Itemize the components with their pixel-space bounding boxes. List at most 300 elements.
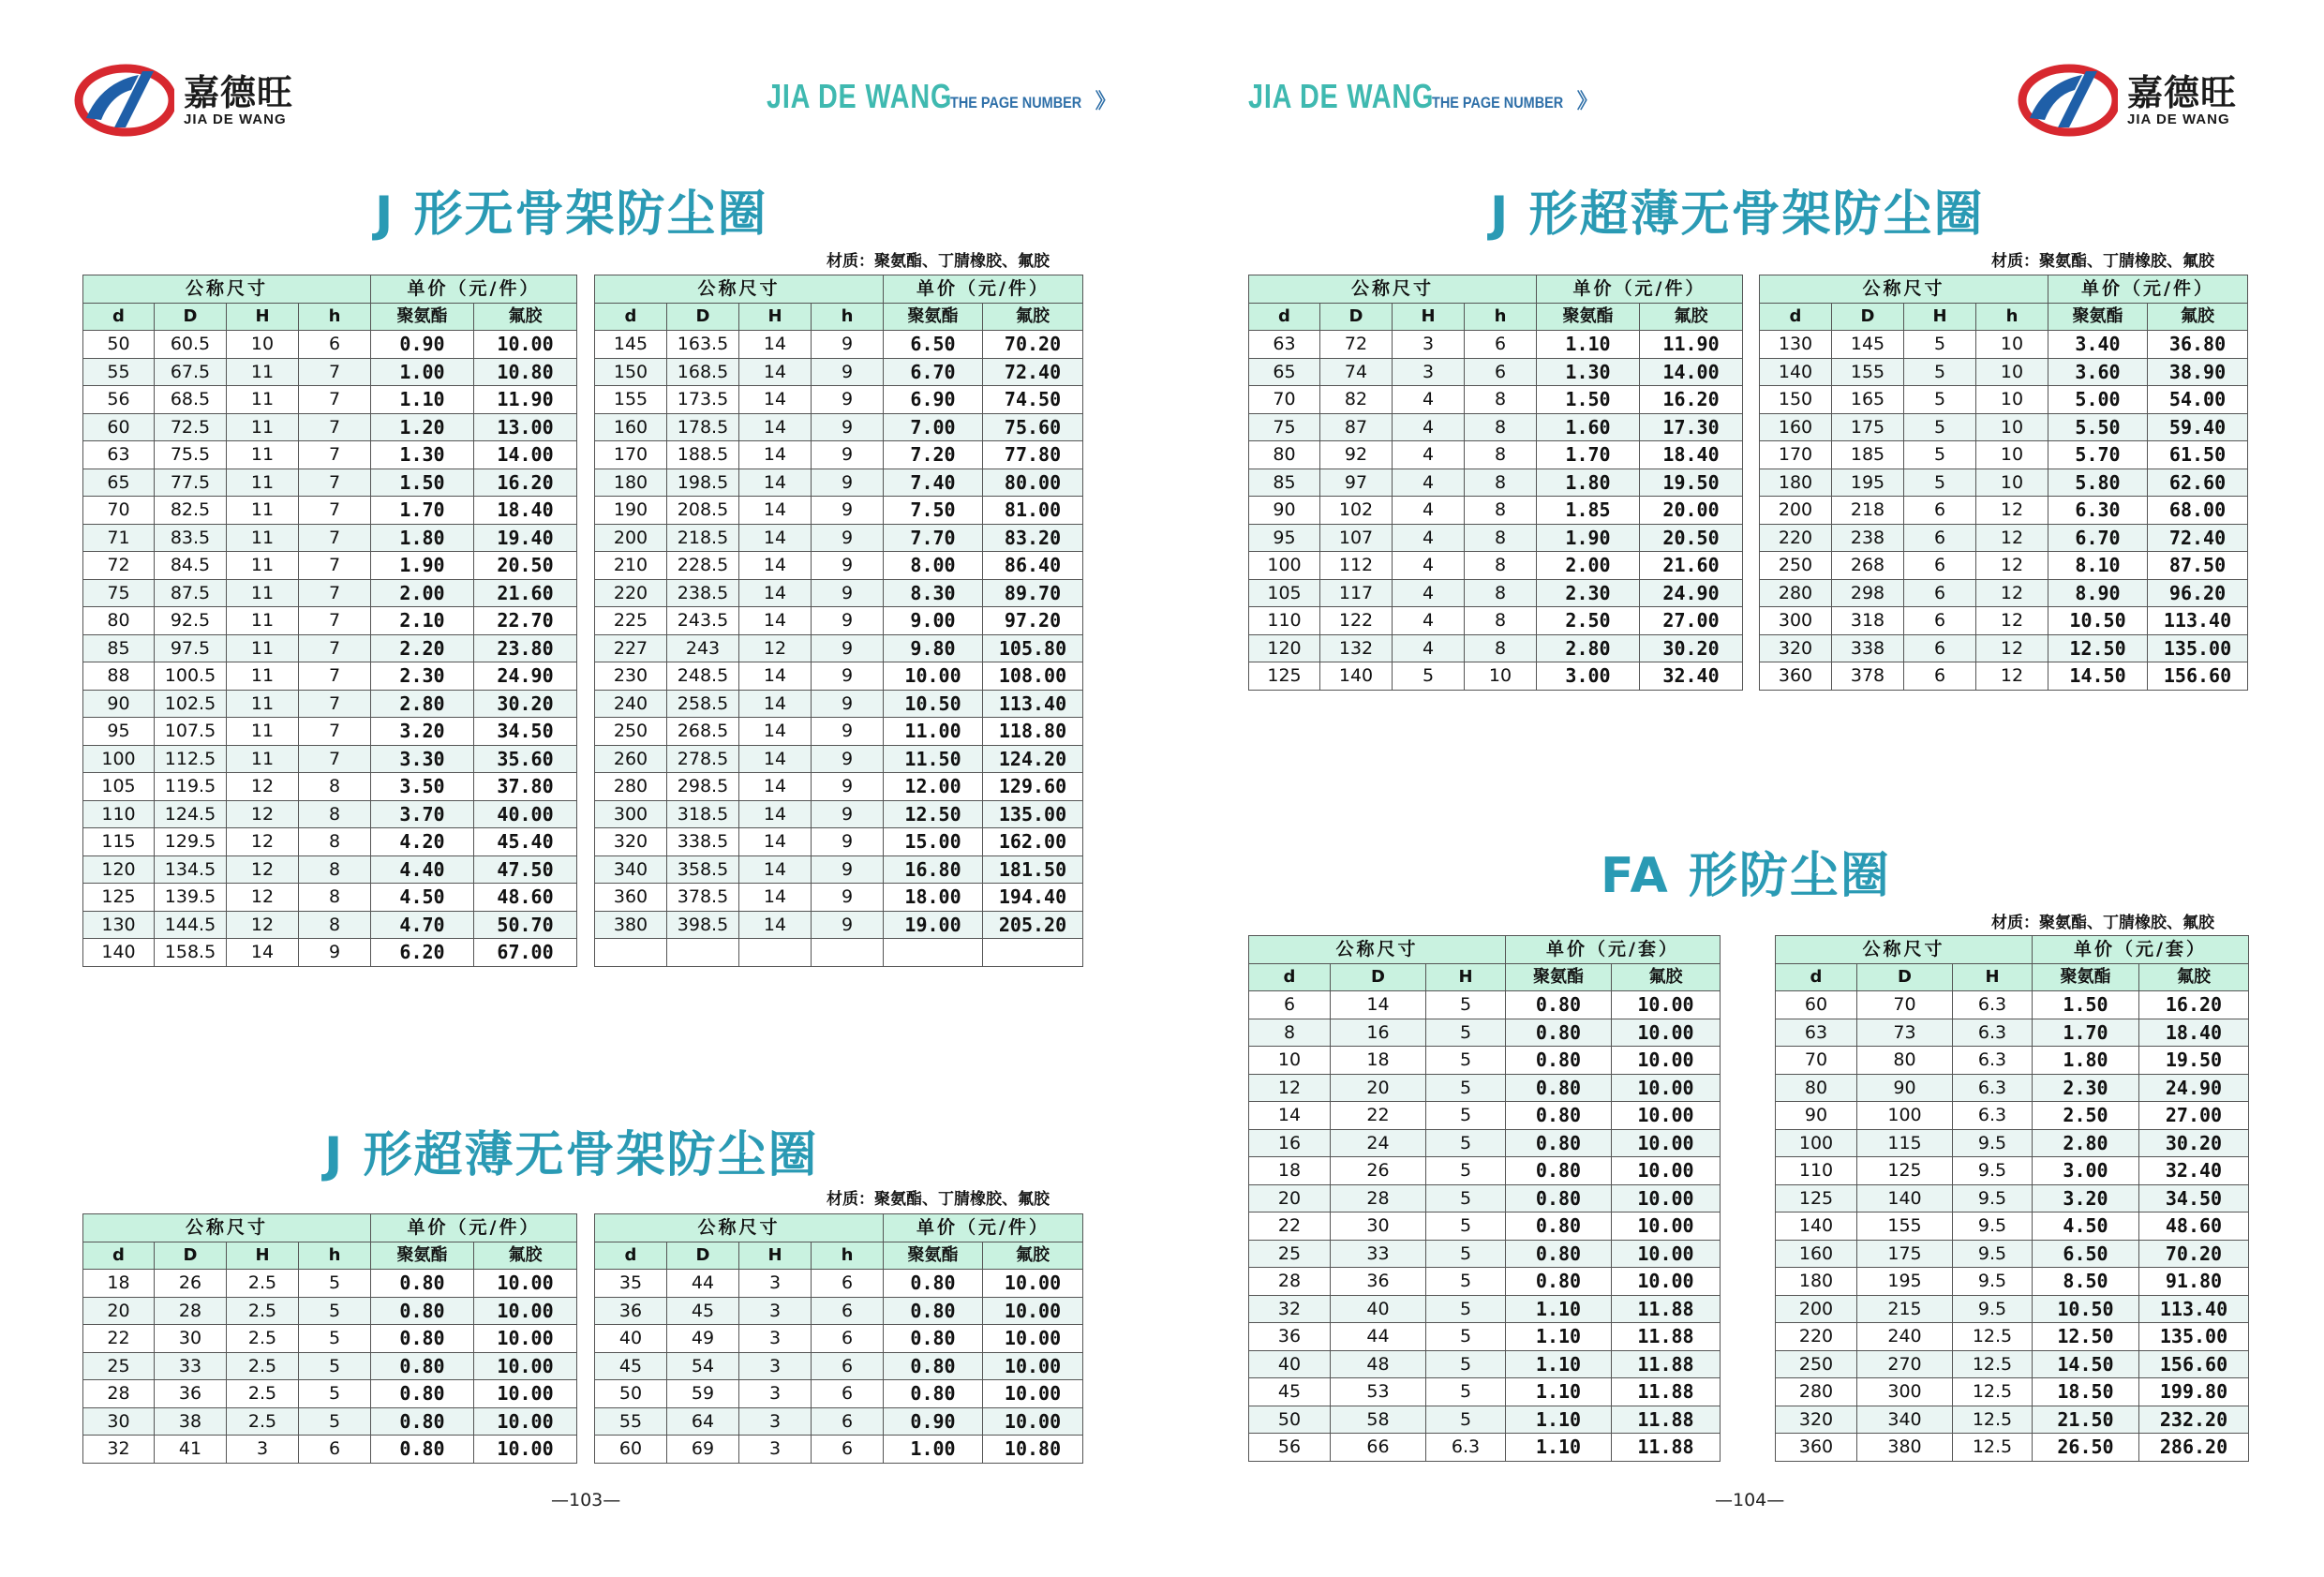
price-cell: 1.80	[1537, 469, 1640, 497]
table-row	[1249, 413, 1743, 441]
table-row	[1249, 1434, 1721, 1462]
size-cell: 140	[1857, 1184, 1953, 1213]
size-cell: 11	[227, 718, 299, 746]
header-col-d: D	[155, 303, 227, 331]
table-row	[595, 1270, 1083, 1298]
size-cell: 320	[595, 828, 667, 856]
size-cell: 268	[1832, 552, 1904, 580]
size-cell: 68.5	[155, 386, 227, 414]
price-cell: 14.50	[2048, 662, 2148, 691]
brand-sub-right: THE PAGE NUMBER	[1431, 94, 1563, 112]
size-cell: 44	[1331, 1323, 1426, 1351]
table-row	[1776, 1406, 2249, 1434]
size-cell: 18	[1331, 1047, 1426, 1075]
size-cell: 14	[739, 884, 812, 912]
price-cell: 9.00	[884, 607, 983, 635]
price-cell: 48.60	[2139, 1213, 2249, 1241]
header-col-d: D	[667, 303, 739, 331]
price-cell: 0.80	[1506, 1240, 1612, 1268]
price-cell: 10.00	[1612, 1157, 1721, 1185]
size-cell: 60.5	[155, 331, 227, 359]
size-cell: 280	[1776, 1378, 1857, 1406]
table-row	[1249, 1019, 1721, 1047]
table-row	[1249, 579, 1743, 607]
size-cell: 12	[1976, 634, 2048, 662]
price-cell: 61.50	[2148, 441, 2248, 469]
size-cell: 9	[299, 939, 371, 967]
price-cell: 6.70	[884, 358, 983, 386]
price-cell: 1.10	[1537, 331, 1640, 359]
jdw-logo-icon	[2017, 62, 2118, 139]
size-cell: 30	[155, 1325, 227, 1353]
size-cell: 12	[1976, 579, 2048, 607]
price-cell: 2.30	[371, 662, 474, 691]
table-row	[1249, 386, 1743, 414]
size-cell: 2.5	[227, 1270, 299, 1298]
size-cell: 180	[1776, 1268, 1857, 1296]
size-cell: 268.5	[667, 718, 739, 746]
price-cell: 0.80	[1506, 1129, 1612, 1157]
price-cell: 12.50	[2048, 634, 2148, 662]
size-cell: 129.5	[155, 828, 227, 856]
price-cell: 10.00	[474, 1436, 577, 1464]
size-cell: 7	[299, 718, 371, 746]
size-cell: 165	[1832, 386, 1904, 414]
size-cell: 102.5	[155, 690, 227, 718]
size-cell: 10	[1976, 331, 2048, 359]
size-cell: 378	[1832, 662, 1904, 691]
price-cell: 40.00	[474, 800, 577, 828]
price-cell: 0.80	[1506, 1019, 1612, 1047]
size-cell: 5	[1426, 1378, 1506, 1406]
size-cell: 4	[1393, 497, 1465, 525]
size-cell: 11	[227, 634, 299, 662]
brand-main-left: JIA DE WANG	[767, 77, 953, 115]
price-cell: 10.00	[983, 1297, 1083, 1325]
size-cell: 107.5	[155, 718, 227, 746]
size-cell: 6	[812, 1297, 884, 1325]
price-cell: 80.00	[983, 469, 1083, 497]
logo-cn-text: 嘉德旺	[2127, 71, 2238, 113]
size-cell: 14	[739, 579, 812, 607]
price-cell: 113.40	[2148, 607, 2248, 635]
size-cell: 77.5	[155, 469, 227, 497]
size-cell: 14	[739, 773, 812, 801]
price-cell: 0.80	[1506, 1268, 1612, 1296]
size-cell: 5	[1904, 386, 1976, 414]
size-cell: 97.5	[155, 634, 227, 662]
header-col-h: h	[812, 303, 884, 331]
size-cell: 9.5	[1953, 1240, 2033, 1268]
table-row	[595, 1407, 1083, 1436]
size-cell: 8	[1465, 469, 1537, 497]
size-cell: 240	[1857, 1323, 1953, 1351]
table-j-thin-right-part1	[1248, 275, 1743, 691]
size-cell: 14	[739, 828, 812, 856]
size-cell: 73	[1857, 1019, 1953, 1047]
header-col-h: H	[1904, 303, 1976, 331]
size-cell: 5	[1426, 1047, 1506, 1075]
size-cell: 110	[1249, 607, 1320, 635]
price-cell: 35.60	[474, 745, 577, 773]
price-cell: 1.80	[2033, 1047, 2139, 1075]
size-cell: 74	[1320, 358, 1393, 386]
size-cell: 9	[812, 773, 884, 801]
size-cell: 2.5	[227, 1407, 299, 1436]
price-cell: 27.00	[1640, 607, 1743, 635]
price-cell: 10.00	[474, 1297, 577, 1325]
size-cell: 102	[1320, 497, 1393, 525]
price-cell: 1.70	[1537, 441, 1640, 469]
table-row	[83, 413, 577, 441]
size-cell: 195	[1857, 1268, 1953, 1296]
price-cell: 11.88	[1612, 1434, 1721, 1462]
table-row	[83, 662, 577, 691]
size-cell: 12.5	[1953, 1323, 2033, 1351]
table-row	[83, 524, 577, 552]
size-cell: 5	[299, 1380, 371, 1408]
table-row	[1776, 1184, 2249, 1213]
size-cell: 178.5	[667, 413, 739, 441]
size-cell: 155	[1857, 1213, 1953, 1241]
size-cell: 243	[667, 634, 739, 662]
size-cell: 6	[1904, 634, 1976, 662]
size-cell: 64	[667, 1407, 739, 1436]
price-cell	[983, 939, 1083, 967]
price-cell: 232.20	[2139, 1406, 2249, 1434]
header-unit-price: 单价（元/套）	[2033, 936, 2249, 964]
size-cell: 18	[1249, 1157, 1331, 1185]
size-cell: 4	[1393, 524, 1465, 552]
size-cell: 75	[1249, 413, 1320, 441]
size-cell: 11	[227, 690, 299, 718]
size-cell: 71	[83, 524, 155, 552]
brand-arrow-right: 》	[1576, 89, 1598, 112]
table-row	[1760, 579, 2248, 607]
price-cell	[884, 939, 983, 967]
price-cell: 10.00	[1612, 1268, 1721, 1296]
size-cell: 12.5	[1953, 1406, 2033, 1434]
size-cell: 6	[299, 331, 371, 359]
size-cell: 5	[1426, 1074, 1506, 1102]
size-cell: 12	[1976, 662, 2048, 691]
size-cell: 9.5	[1953, 1295, 2033, 1323]
size-cell: 140	[1760, 358, 1832, 386]
size-cell: 16	[1331, 1019, 1426, 1047]
table-row	[83, 469, 577, 497]
size-cell: 9	[812, 884, 884, 912]
size-cell: 9	[812, 469, 884, 497]
header-col-h: h	[1465, 303, 1537, 331]
size-cell: 28	[83, 1380, 155, 1408]
size-cell: 7	[299, 579, 371, 607]
price-cell: 3.70	[371, 800, 474, 828]
header-nominal-size: 公称尺寸	[83, 1214, 371, 1242]
price-cell: 0.80	[884, 1380, 983, 1408]
table-row	[1249, 634, 1743, 662]
size-cell: 70	[1776, 1047, 1857, 1075]
size-cell: 278.5	[667, 745, 739, 773]
size-cell: 7	[299, 662, 371, 691]
size-cell: 6	[812, 1270, 884, 1298]
size-cell: 124.5	[155, 800, 227, 828]
size-cell: 173.5	[667, 386, 739, 414]
price-cell: 12.50	[2033, 1323, 2139, 1351]
size-cell: 10	[1249, 1047, 1331, 1075]
size-cell: 32	[83, 1436, 155, 1464]
header-col-d: D	[667, 1242, 739, 1270]
price-cell: 1.00	[371, 358, 474, 386]
size-cell: 85	[83, 634, 155, 662]
size-cell: 9	[812, 911, 884, 939]
size-cell: 63	[1776, 1019, 1857, 1047]
size-cell: 145	[595, 331, 667, 359]
header-col-h: h	[299, 1242, 371, 1270]
table-row	[1776, 1350, 2249, 1378]
size-cell: 4	[1393, 552, 1465, 580]
size-cell: 45	[595, 1352, 667, 1380]
header-polyurethane: 聚氨酯	[371, 303, 474, 331]
size-cell: 60	[1776, 991, 1857, 1019]
table-row	[595, 911, 1083, 939]
header-unit-price: 单价（元/件）	[884, 275, 1083, 304]
table-row	[83, 1270, 577, 1298]
size-cell: 2.5	[227, 1325, 299, 1353]
size-cell: 72	[83, 552, 155, 580]
price-cell: 10.50	[884, 690, 983, 718]
section-title-j-thin-left: J 形超薄无骨架防尘圈	[324, 1127, 819, 1183]
price-cell: 0.80	[1506, 1102, 1612, 1130]
table-row	[1760, 552, 2248, 580]
header-col-d: D	[1857, 963, 1953, 991]
table-row	[595, 884, 1083, 912]
price-cell: 2.10	[371, 607, 474, 635]
size-cell: 200	[595, 524, 667, 552]
table-row	[1249, 662, 1743, 691]
header-col-h: H	[227, 1242, 299, 1270]
size-cell: 14	[739, 690, 812, 718]
header-polyurethane: 聚氨酯	[884, 1242, 983, 1270]
price-cell: 13.00	[474, 413, 577, 441]
size-cell: 107	[1320, 524, 1393, 552]
size-cell: 250	[1776, 1350, 1857, 1378]
section-title-j-type: J 形无骨架防尘圈	[375, 186, 768, 243]
size-cell: 6.3	[1953, 1019, 2033, 1047]
table-row	[595, 634, 1083, 662]
size-cell: 12	[1249, 1074, 1331, 1102]
size-cell: 8	[1465, 634, 1537, 662]
size-cell: 260	[595, 745, 667, 773]
price-cell: 1.90	[1537, 524, 1640, 552]
price-cell: 7.20	[884, 441, 983, 469]
size-cell: 14	[739, 524, 812, 552]
size-cell: 6	[812, 1325, 884, 1353]
price-cell: 11.88	[1612, 1406, 1721, 1434]
table-row	[83, 441, 577, 469]
size-cell: 6.3	[1953, 1102, 2033, 1130]
price-cell: 11.88	[1612, 1350, 1721, 1378]
size-cell: 227	[595, 634, 667, 662]
price-cell: 10.00	[1612, 1213, 1721, 1241]
size-cell	[667, 939, 739, 967]
price-cell: 1.10	[1506, 1378, 1612, 1406]
table-row	[595, 745, 1083, 773]
price-cell: 72.40	[2148, 524, 2248, 552]
size-cell: 9	[812, 524, 884, 552]
header-nominal-size: 公称尺寸	[1249, 275, 1537, 304]
size-cell: 12	[227, 855, 299, 884]
price-cell: 10.00	[1612, 1047, 1721, 1075]
brand-sub-left: THE PAGE NUMBER	[949, 94, 1081, 112]
size-cell: 190	[595, 497, 667, 525]
price-cell: 10.00	[983, 1352, 1083, 1380]
price-cell: 10.00	[983, 1270, 1083, 1298]
size-cell: 11	[227, 441, 299, 469]
table-j-thin-right-part2	[1759, 275, 2248, 691]
price-cell: 7.40	[884, 469, 983, 497]
table-row	[1249, 1323, 1721, 1351]
size-cell: 9	[812, 413, 884, 441]
price-cell: 14.00	[1640, 358, 1743, 386]
header-col-d: d	[595, 303, 667, 331]
table-row	[1760, 441, 2248, 469]
price-cell: 4.40	[371, 855, 474, 884]
size-cell: 10	[1976, 386, 2048, 414]
table-row	[595, 552, 1083, 580]
size-cell: 11	[227, 662, 299, 691]
price-cell: 1.10	[1506, 1323, 1612, 1351]
size-cell: 3	[1393, 358, 1465, 386]
size-cell: 33	[155, 1352, 227, 1380]
price-cell: 1.50	[371, 469, 474, 497]
price-cell: 18.00	[884, 884, 983, 912]
size-cell: 5	[1426, 1213, 1506, 1241]
price-cell: 4.50	[2033, 1213, 2139, 1241]
header-fluororubber: 氟胶	[2148, 303, 2248, 331]
table-row	[1249, 1240, 1721, 1268]
size-cell: 5	[299, 1270, 371, 1298]
size-cell: 4	[1393, 607, 1465, 635]
price-cell: 2.80	[371, 690, 474, 718]
size-cell: 55	[83, 358, 155, 386]
price-cell: 34.50	[474, 718, 577, 746]
size-cell: 7	[299, 607, 371, 635]
table-row	[1760, 469, 2248, 497]
price-cell: 19.00	[884, 911, 983, 939]
size-cell: 125	[1857, 1157, 1953, 1185]
size-cell: 6	[1465, 358, 1537, 386]
price-cell: 0.80	[884, 1352, 983, 1380]
size-cell: 6	[1249, 991, 1331, 1019]
price-cell: 10.00	[1612, 1019, 1721, 1047]
size-cell: 5	[299, 1325, 371, 1353]
price-cell: 10.00	[1612, 991, 1721, 1019]
table-row	[1249, 469, 1743, 497]
table-row	[83, 690, 577, 718]
table-row	[595, 579, 1083, 607]
size-cell: 378.5	[667, 884, 739, 912]
size-cell: 9	[812, 690, 884, 718]
table-row	[83, 331, 577, 359]
price-cell: 30.20	[1640, 634, 1743, 662]
price-cell: 21.60	[1640, 552, 1743, 580]
size-cell: 163.5	[667, 331, 739, 359]
size-cell: 88	[83, 662, 155, 691]
price-cell: 68.00	[2148, 497, 2248, 525]
size-cell: 84.5	[155, 552, 227, 580]
price-cell: 16.20	[474, 469, 577, 497]
size-cell: 8	[1249, 1019, 1331, 1047]
size-cell: 6	[812, 1352, 884, 1380]
table-row	[595, 469, 1083, 497]
price-cell: 2.30	[1537, 579, 1640, 607]
size-cell: 12	[227, 800, 299, 828]
size-cell: 9.5	[1953, 1129, 2033, 1157]
size-cell: 20	[1249, 1184, 1331, 1213]
size-cell: 298	[1832, 579, 1904, 607]
size-cell: 250	[595, 718, 667, 746]
size-cell: 9	[812, 497, 884, 525]
size-cell: 3	[739, 1297, 812, 1325]
table-row	[1249, 358, 1743, 386]
table-j-thin-part1	[82, 1213, 577, 1464]
price-cell: 10.00	[1612, 1184, 1721, 1213]
size-cell: 7	[299, 441, 371, 469]
price-cell: 5.80	[2048, 469, 2148, 497]
size-cell: 100.5	[155, 662, 227, 691]
table-row	[1776, 1129, 2249, 1157]
table-row	[595, 607, 1083, 635]
table-row	[595, 358, 1083, 386]
price-cell: 72.40	[983, 358, 1083, 386]
table-row	[1776, 1019, 2249, 1047]
price-cell: 2.00	[1537, 552, 1640, 580]
table-row	[1760, 331, 2248, 359]
size-cell: 26	[155, 1270, 227, 1298]
price-cell: 1.50	[2033, 991, 2139, 1019]
size-cell: 170	[1760, 441, 1832, 469]
size-cell: 119.5	[155, 773, 227, 801]
header-col-d: d	[1776, 963, 1857, 991]
size-cell: 7	[299, 469, 371, 497]
price-cell: 0.80	[371, 1436, 474, 1464]
size-cell: 72.5	[155, 413, 227, 441]
size-cell: 140	[1776, 1213, 1857, 1241]
size-cell: 3	[739, 1270, 812, 1298]
price-cell: 10.00	[474, 1270, 577, 1298]
price-cell: 1.30	[1537, 358, 1640, 386]
size-cell: 53	[1331, 1378, 1426, 1406]
price-cell: 32.40	[1640, 662, 1743, 691]
size-cell: 8	[1465, 552, 1537, 580]
size-cell: 14	[739, 497, 812, 525]
size-cell: 9.5	[1953, 1184, 2033, 1213]
table-row	[1776, 1157, 2249, 1185]
price-cell: 0.80	[371, 1380, 474, 1408]
size-cell: 160	[1760, 413, 1832, 441]
size-cell: 60	[83, 413, 155, 441]
size-cell: 28	[1249, 1268, 1331, 1296]
size-cell: 92.5	[155, 607, 227, 635]
table-row	[1760, 662, 2248, 691]
table-row	[1776, 1213, 2249, 1241]
price-cell: 34.50	[2139, 1184, 2249, 1213]
price-cell: 3.20	[371, 718, 474, 746]
size-cell: 6.3	[1953, 1047, 2033, 1075]
header-col-h: h	[1976, 303, 2048, 331]
price-cell: 97.20	[983, 607, 1083, 635]
size-cell: 50	[1249, 1406, 1331, 1434]
